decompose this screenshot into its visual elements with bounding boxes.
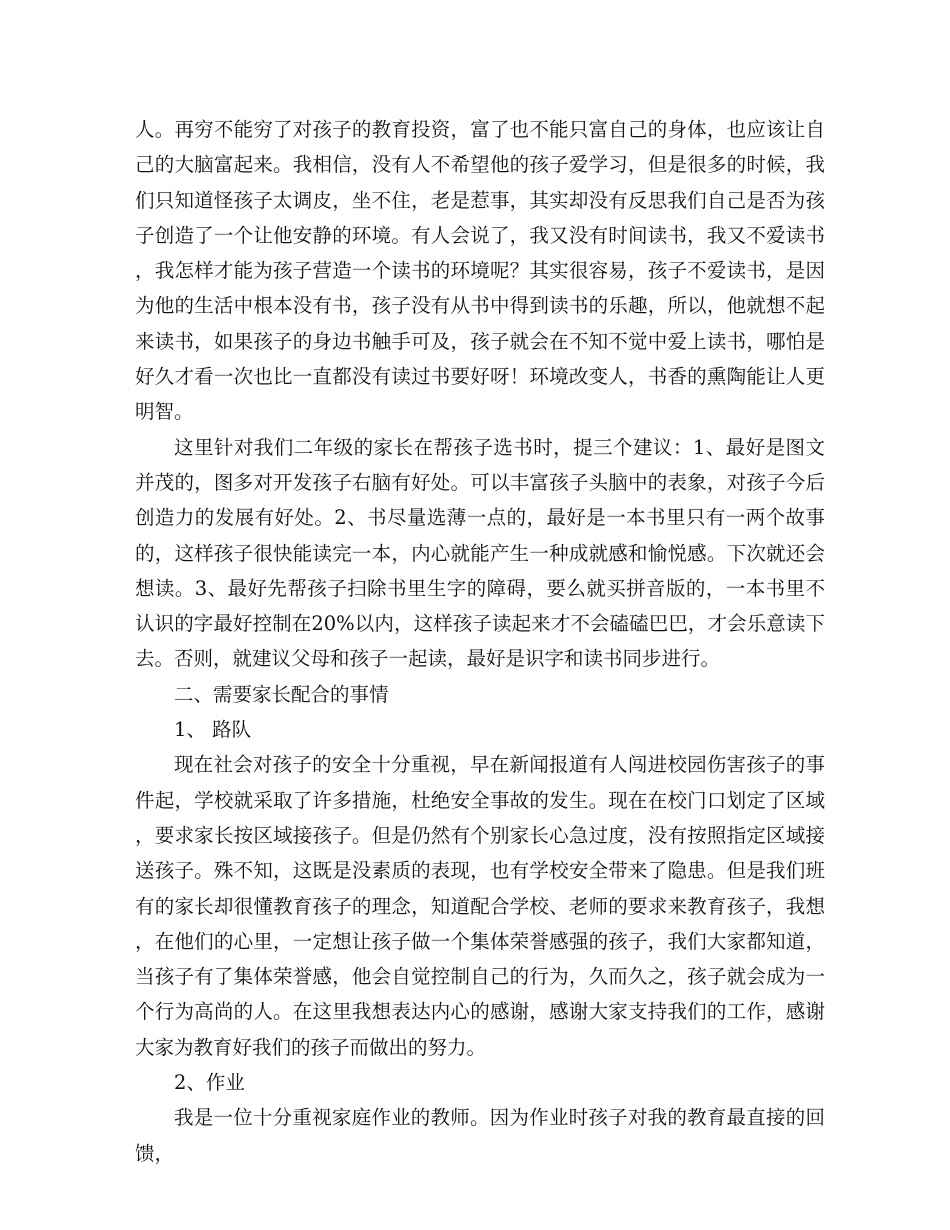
subheading-line-up: 1、 路队 xyxy=(174,718,252,742)
paragraph-reading-environment: 人。再穷不能穷了对孩子的教育投资，富了也不能只富自己的身体，也应该让自己的大脑富起来。我相信，没有人不希望他的孩子爱学习，但是很多的时候，我们只知道怪孩子太调皮，坐不住，老是惹事，其实却没有反思我们自己是否为孩子创造了一个让他安静的环境。有人会说了，我又没有时间读书，我又不爱读书，我怎样才能为孩子营造一个读书的环境呢？其实很容易，孩子不爱读书，是因为他的生活中根本没有书，孩子没有从书中得到读书的乐趣，所以，他就想不起来读书，如果孩子的身边书触手可及，孩子就会在不知不觉中爱上读书，哪怕是好久才看一次也比一直都没有读过书要好呀！环境改变人，书香的熏陶能让人更明智。 xyxy=(135,118,825,424)
subheading-homework: 2、作业 xyxy=(174,1071,245,1095)
document-body xyxy=(135,112,825,1171)
section-heading-parent-cooperation: 二、需要家长配合的事情 xyxy=(174,682,389,706)
paragraph-homework: 我是一位十分重视家庭作业的教师。因为作业时孩子对我的教育最直接的回馈， xyxy=(135,1106,825,1165)
paragraph-book-selection-tips: 这里针对我们二年级的家长在帮孩子选书时，提三个建议：1、最好是图文并茂的，图多对开发孩子右脑有好处。可以丰富孩子头脑中的表象，对孩子今后创造力的发展有好处。2、书尽量选薄一点的，最好是一本书里只有一两个故事的，这样孩子很快能读完一本，内心就能产生一种成就感和愉悦感。下次就还会想读。3、最好先帮孩子扫除书里生字的障碍，要么就买拼音版的，一本书里不认识的字最好控制在20%以内，这样孩子读起来才不会磕磕巴巴，才会乐意读下去。否则，就建议父母和孩子一起读，最好是识字和读书同步进行。 xyxy=(135,435,825,671)
paragraph-school-safety: 现在社会对孩子的安全十分重视，早在新闻报道有人闯进校园伤害孩子的事件起，学校就采取了许多措施，杜绝安全事故的发生。现在在校门口划定了区域，要求家长按区域接孩子。但是仍然有个别家长心急过度，没有按照指定区域接送孩子。殊不知，这既是没素质的表现，也有学校安全带来了隐患。但是我们班有的家长却很懂教育孩子的理念，知道配合学校、老师的要求来教育孩子，我想，在他们的心里，一定想让孩子做一个集体荣誉感强的孩子，我们大家都知道，当孩子有了集体荣誉感，他会自觉控制自己的行为，久而久之，孩子就会成为一个行为高尚的人。在这里我想表达内心的感谢，感谢大家支持我们的工作，感谢大家为教育好我们的孩子而做出的努力。 xyxy=(135,753,825,1059)
